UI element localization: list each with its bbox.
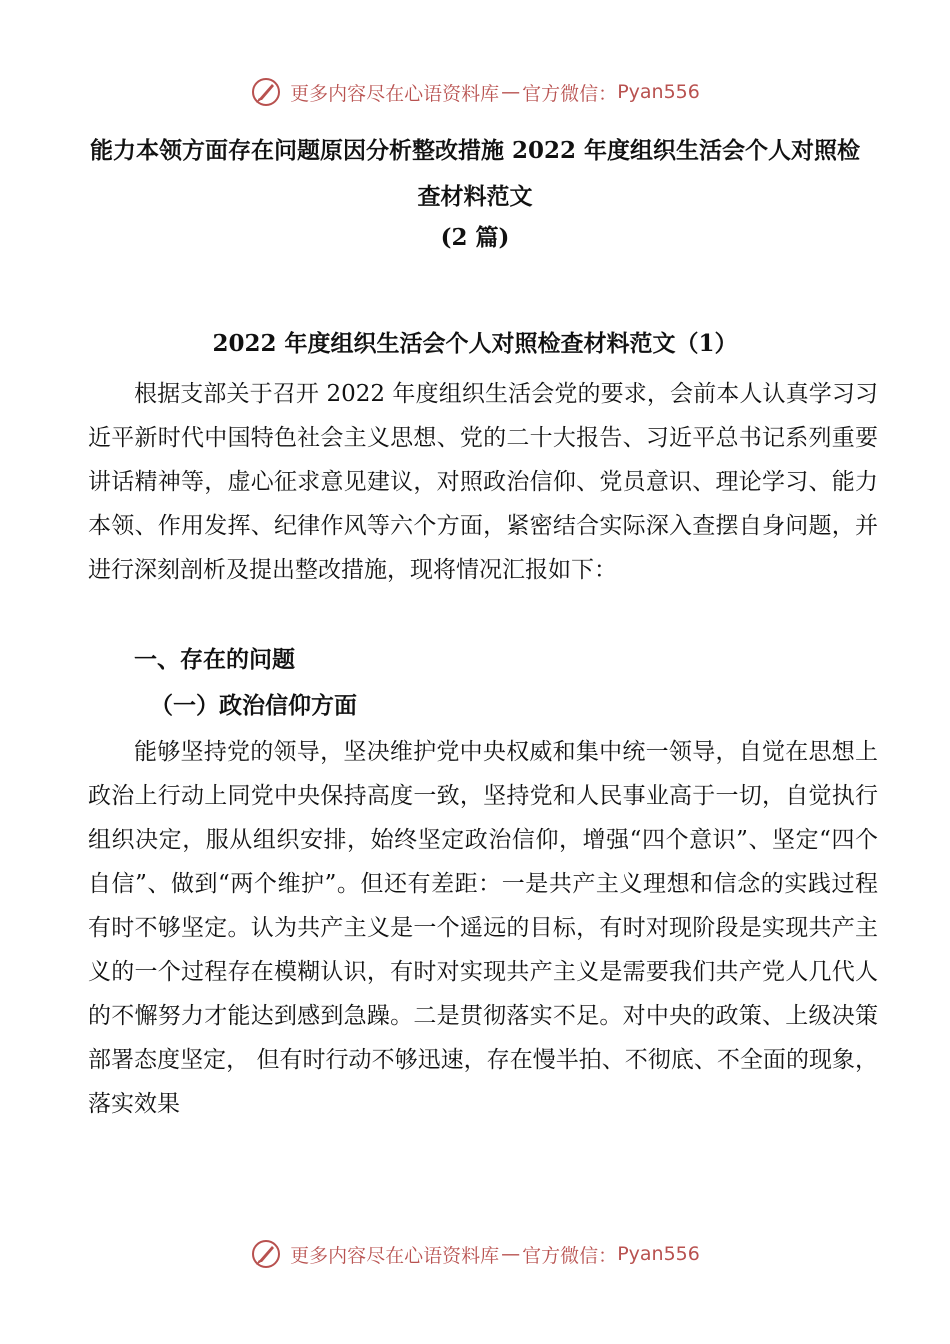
heading-political-belief: （一）政治信仰方面 <box>150 692 357 719</box>
banner-wechat-id: Pyan556 <box>617 81 700 103</box>
banner-wechat-id: Pyan556 <box>617 1243 700 1265</box>
feather-pen-logo-icon <box>250 76 282 108</box>
article-count: (2 篇) <box>440 224 510 251</box>
document-title: 能力本领方面存在问题原因分析整改措施 2022 年度组织生活会个人对照检查材料范文 <box>89 137 861 210</box>
header-banner <box>0 72 950 112</box>
footer-banner <box>0 1234 950 1274</box>
heading-existing-problems: 一、存在的问题 <box>134 646 295 673</box>
intro-paragraph: 根据支部关于召开 2022 年度组织生活会党的要求，会前本人认真学习习近平新时代中国特色社会主义思想、党的二十大报告、习近平总书记系列重要讲话精神等，虚心征求意见建议，对照政治信仰、党员意识、理论学习、能力本领、作用发挥、纪律作风等六个方面，紧密结合实际深入查摆自身问题，并进行深刻剖析及提出整改措施，现将情况汇报如下： <box>88 381 878 583</box>
banner-text: 更多内容尽在心语资料库 <box>290 1244 500 1267</box>
banner-text: 更多内容尽在心语资料库 <box>290 82 500 105</box>
feather-pen-logo-icon <box>250 1238 282 1270</box>
banner-separator: — <box>501 81 521 103</box>
body-paragraph: 能够坚持党的领导，坚决维护党中央权威和集中统一领导，自觉在思想上政治上行动上同党中央保持高度一致，坚持党和人民事业高于一切，自觉执行组织决定，服从组织安排，始终坚定政治信仰，增强“四个意识”、坚定“四个自信”、做到“两个维护”。但还有差距：一是共产主义理想和信念的实践过程有时不够坚定。认为共产主义是一个遥远的目标，有时对现阶段是实现共产主义的一个过程存在模糊认识，有时对实现共产主义是需要我们共产党人几代人的不懈努力才能达到感到急躁。二是贯彻落实不足。对中央的政策、上级决策部署态度坚定， 但有时行动不够迅速，存在慢半拍、不彻底、不全面的现象，落实效果 <box>88 739 878 1117</box>
banner-wechat-label: 官方微信： <box>522 82 618 105</box>
banner-separator: — <box>501 1243 521 1265</box>
banner-wechat-label: 官方微信： <box>522 1244 618 1267</box>
section-title: 2022 年度组织生活会个人对照检查材料范文（1） <box>212 330 738 357</box>
